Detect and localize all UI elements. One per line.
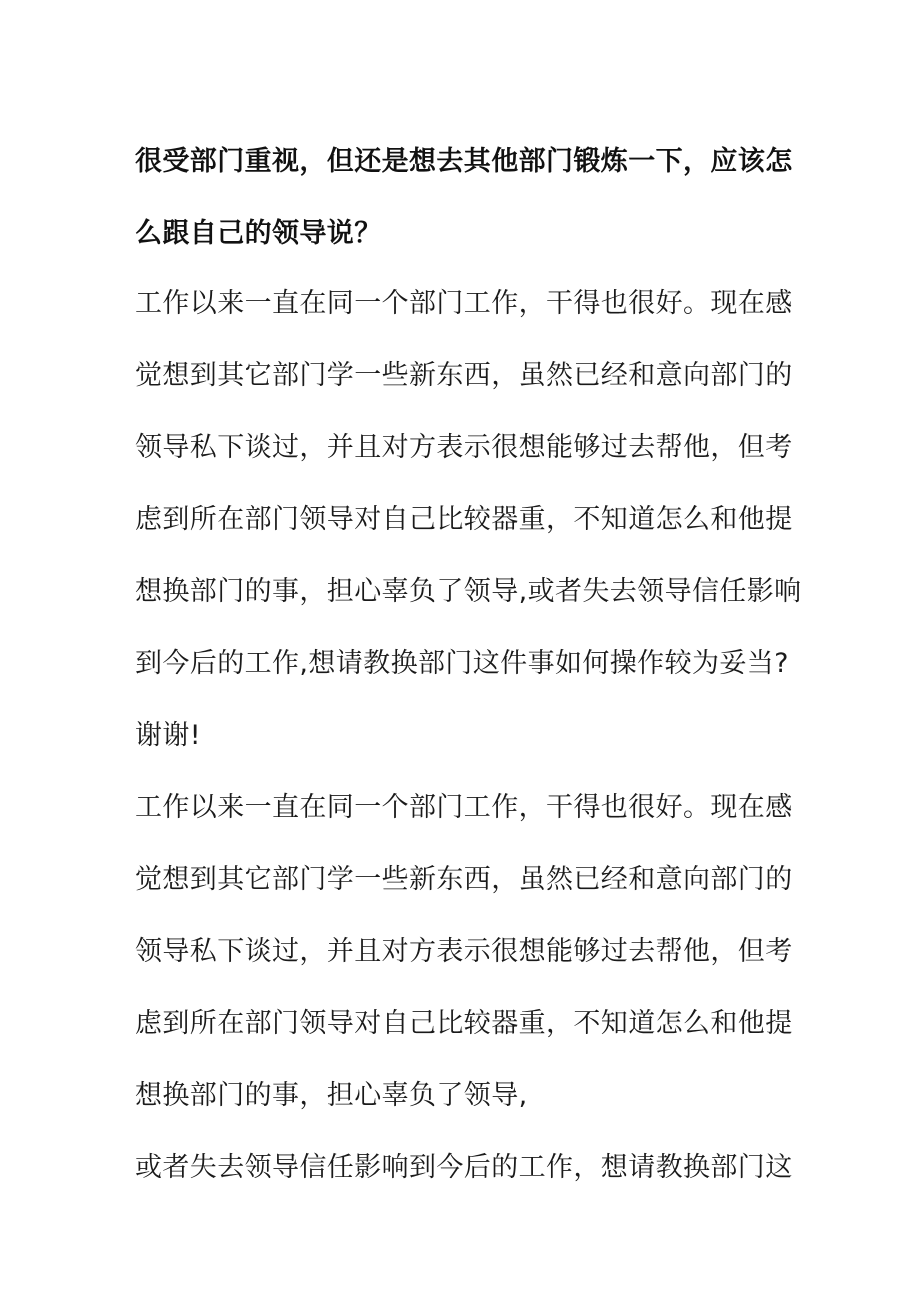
paragraph1-line-3: 领导私下谈过，并且对方表示很想能够过去帮他，但考 bbox=[135, 432, 793, 463]
paragraph2-line-2: 觉想到其它部门学一些新东西，虽然已经和意向部门的 bbox=[135, 864, 793, 895]
paragraph1-line-5: 想换部门的事，担心辜负了领导,或者失去领导信任影响 bbox=[135, 576, 802, 607]
paragraph2-line-5: 想换部门的事，担心辜负了领导, bbox=[135, 1080, 528, 1111]
paragraph2-line-6: 或者失去领导信任影响到今后的工作，想请教换部门这 bbox=[135, 1152, 793, 1183]
paragraph2-line-3: 领导私下谈过，并且对方表示很想能够过去帮他，但考 bbox=[135, 936, 793, 967]
paragraph1-line-4: 虑到所在部门领导对自己比较器重，不知道怎么和他提 bbox=[135, 504, 793, 535]
paragraph1-line-1: 工作以来一直在同一个部门工作，干得也很好。现在感 bbox=[135, 288, 793, 319]
paragraph2-line-4: 虑到所在部门领导对自己比较器重，不知道怎么和他提 bbox=[135, 1008, 793, 1039]
paragraph2-line-1: 工作以来一直在同一个部门工作，干得也很好。现在感 bbox=[135, 792, 793, 823]
paragraph1-line-7: 谢谢! bbox=[135, 720, 202, 751]
paragraph1-line-2: 觉想到其它部门学一些新东西，虽然已经和意向部门的 bbox=[135, 360, 793, 391]
document-title-line-1: 很受部门重视，但还是想去其他部门锻炼一下，应该怎 bbox=[135, 146, 793, 177]
document-title-line-2: 么跟自己的领导说？ bbox=[135, 218, 382, 249]
paragraph1-line-6: 到今后的工作,想请教换部门这件事如何操作较为妥当? bbox=[135, 648, 789, 679]
